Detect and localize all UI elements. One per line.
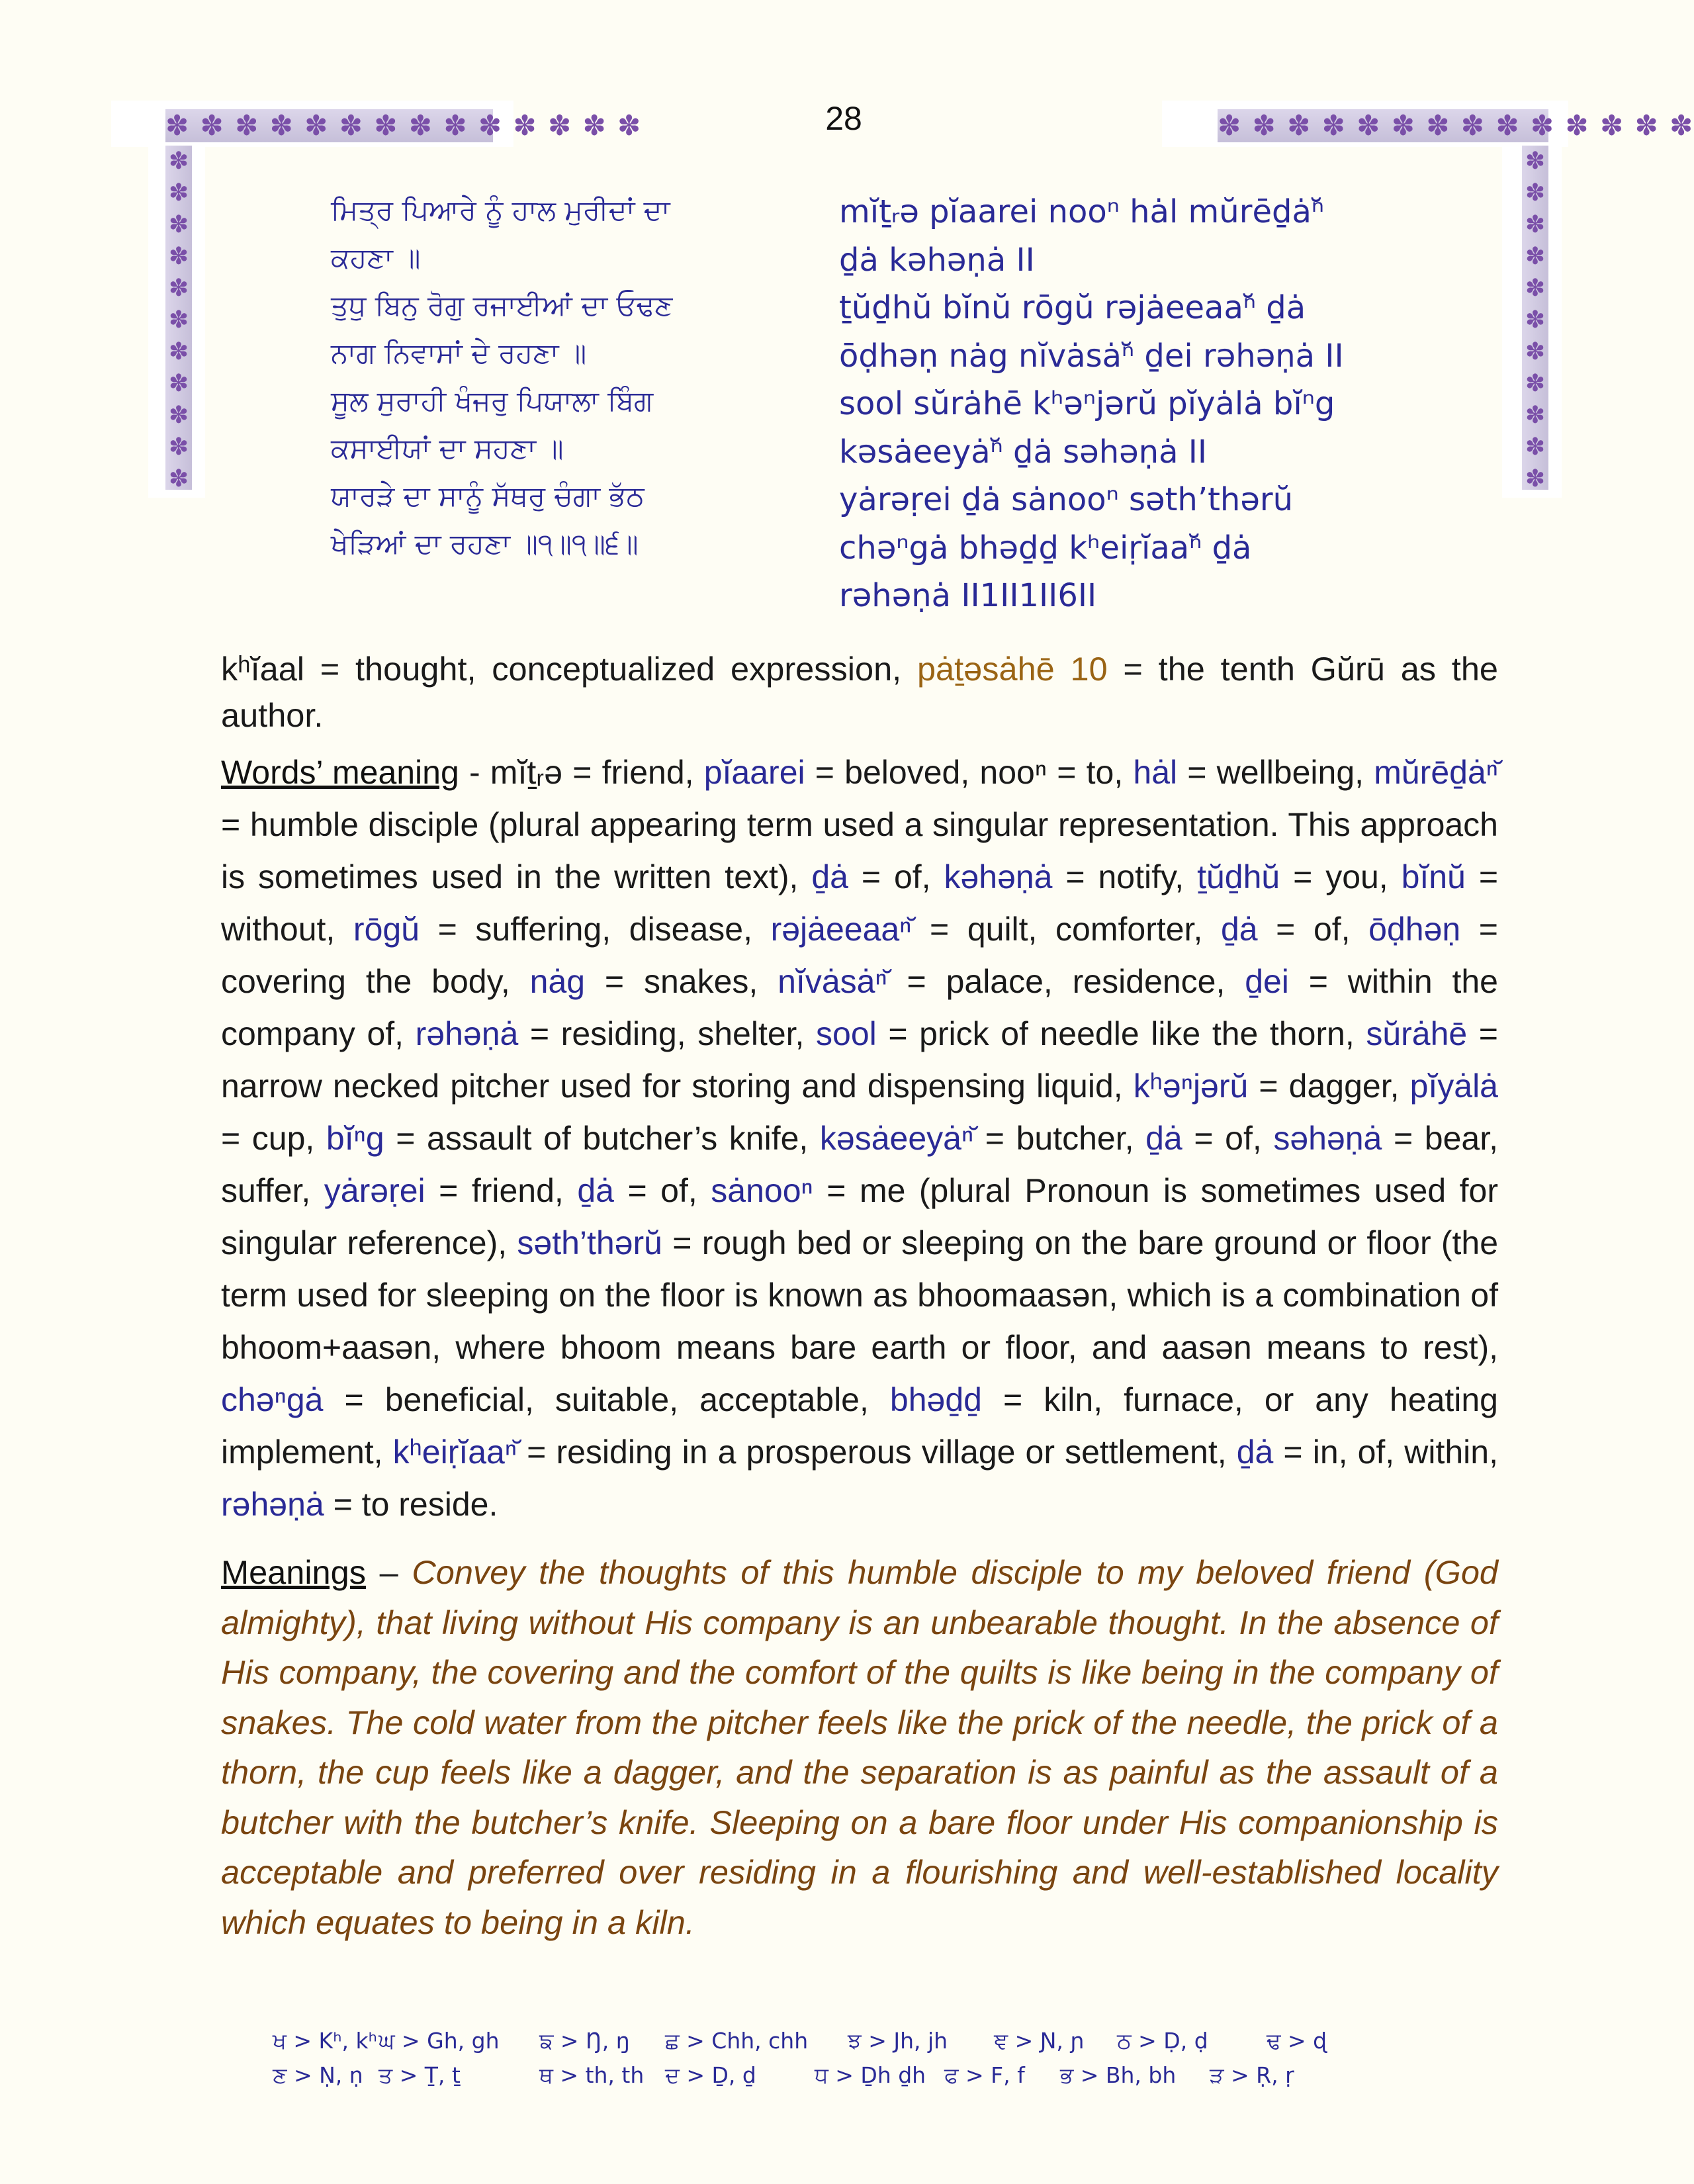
word-definition: = assault of butcher’s knife, [384,1120,820,1157]
word-term: chəⁿgȧ [221,1381,324,1418]
legend-item: ਥ > th, th [539,2062,645,2088]
word-definition: = beneficial, suitable, acceptable, [323,1381,890,1418]
verse-translit-line: ḏȧ kəhəṇȧ II [839,241,1035,279]
word-term: ḏȧ [1145,1120,1182,1157]
word-term: mŭrēḏȧⁿ̆ [1374,754,1498,791]
word-term: rəjȧeeaaⁿ̆ [770,911,912,948]
word-term: bĭnŭ [1401,858,1466,895]
word-term: ḏȧ [1236,1433,1274,1471]
word-term: səhəṇȧ [1273,1120,1382,1157]
verse-gurmukhi-line: ਸੂਲ ਸੁਰਾਹੀ ਖੰਜਰੁ ਪਿਯਾਲਾ ਬਿੰਗ [331,385,654,417]
word-term: kəhəṇȧ [944,858,1053,895]
word-definition: = me (plural Pronoun is sometimes used for singular reference), [221,1172,1499,1261]
word-definition: = snakes, [585,963,778,1000]
word-term: ḏei [1245,963,1289,1000]
word-term: ḏȧ [811,858,848,895]
note-definition: = thought, conceptualized expression, [304,650,917,688]
legend-item: ਣ > Ṇ, ṇ [273,2062,363,2088]
word-definition: = of, [1257,911,1369,948]
verse-gurmukhi-line: ਕਸਾਈਯਾਂ ਦਾ ਸਹਣਾ ॥ [331,432,564,465]
meanings-paragraph [221,1547,1498,1947]
word-term: nȧg [529,963,586,1000]
word-term: ḏȧ [577,1172,614,1209]
verse-gurmukhi-line: ਨਾਗ ਨਿਵਾਸਾਂ ਦੇ ਰਹਣਾ ॥ [331,337,587,369]
word-definition: = in, of, within, [1273,1433,1498,1471]
word-term: bhəḏḏ [889,1381,982,1418]
legend-item: ਞ > Ɲ, ɲ [994,2028,1085,2054]
legend-item: ਢ > ɖ [1267,2028,1327,2054]
word-definition: = of, [848,858,944,895]
legend-item: ਦ > Ḏ, ḏ [665,2062,756,2088]
word-definition: - [459,754,490,791]
word-term: hȧl [1133,754,1178,791]
word-definition: = to reside. [324,1486,498,1523]
legend-item: ਛ > Chh, chh [665,2028,809,2054]
verse-gurmukhi-line: ਕਹਣਾ ॥ [331,242,421,274]
legend-row-1 [273,2028,1327,2054]
flower-border-top-right: ✽ ✽ ✽ ✽ ✽ ✽ ✽ ✽ ✽ ✽ ✽ ✽ ✽ ✽ [1218,109,1694,142]
word-term: ḏȧ [1220,911,1258,948]
word-definition: = cup, [221,1120,326,1157]
words-meaning-heading: Words’ meaning [221,754,459,791]
word-definition: = covering the body, [221,911,1499,1000]
word-definition: = palace, residence, [887,963,1245,1000]
word-definition: = of, [1182,1120,1274,1157]
word-term: rəhəṇȧ [221,1486,324,1523]
note-term-author: pȧṯəsȧhē 10 [916,650,1108,688]
verse-translit-line: ṯŭḏhŭ bĭnŭ rōgŭ rəjȧeeaaⁿ̆ ḏȧ [839,289,1306,326]
word-definition: = without, [221,858,1499,948]
word-term: nĭvȧsȧⁿ̆ [778,963,887,1000]
flower-border-top-left: ✽ ✽ ✽ ✽ ✽ ✽ ✽ ✽ ✽ ✽ ✽ ✽ ✽ ✽ [165,109,643,142]
word-definition: = humble disciple (plural appearing term used a singular representation. This approach is sometimes used in the written text), [221,806,1498,895]
words-meaning-body [221,754,1498,1523]
verse-translit-line: chəⁿgȧ bhəḏḏ kʰeiṛĭaaⁿ̆ ḏȧ [839,529,1252,567]
verse-translit-line: rəhəṇȧ II1II1II6II [839,577,1097,614]
flower-border-left: ✽ ✽ ✽ ✽ ✽ ✽ ✽ ✽ ✽ ✽ ✽ [165,146,192,490]
legend-item: ਫ > F, f [944,2062,1025,2088]
word-term: ōḍhəṇ [1368,911,1461,948]
word-term: yȧrəṛei [324,1172,425,1209]
word-term: sool [816,1015,877,1052]
legend-item: ਖ > Kʰ, kʰ [273,2028,377,2054]
verse-gurmukhi-line: ਖੇੜਿਆਂ ਦਾ ਰਹਣਾ ॥੧॥੧॥੬॥ [331,527,639,560]
legend-row-2 [273,2062,1294,2089]
legend-item: ਘ > Gh, gh [379,2028,500,2054]
meanings-text: Convey the thoughts of this humble disciple to my beloved friend (God almighty), that living without His company is an unbearable thought. In the absence of His company, the covering and the comfort of the quilts is like being in the company of snakes. The cold water from the pitcher feels like the prick of the needle, the prick of a thorn, the cup feels like a dagger, and the separation is as painful as the assault of a butcher with the butcher’s knife. Sleeping on a bare floor under His companionship is acceptable and preferred over residing in a flourishing and well-established locality which equates to being in a kiln. [221,1553,1498,1941]
verse-translit-line: sool sŭrȧhē kʰəⁿjərŭ pĭyȧlȧ bĭⁿg [839,385,1335,422]
word-term: sŭrȧhē [1366,1015,1468,1052]
word-definition: = narrow necked pitcher used for storing and dispensing liquid, [221,1015,1498,1105]
word-definition: = bear, suffer, [221,1120,1498,1209]
word-definition: nooⁿ [979,754,1048,791]
word-term: pĭyȧlȧ [1409,1068,1498,1105]
verse-translit-line: yȧrəṛei ḏȧ sȧnooⁿ səth’thərŭ [839,481,1294,518]
word-definition: = notify, [1052,858,1198,895]
word-definition: = butcher, [973,1120,1146,1157]
legend-item: ਤ > Ṯ, ṯ [379,2062,461,2088]
word-term: ṯŭḏhŭ [1197,858,1280,895]
word-definition: = suffering, disease, [420,911,771,948]
word-definition: = residing, shelter, [518,1015,817,1052]
word-definition: = wellbeing, [1177,754,1374,791]
verse-gurmukhi [331,187,721,568]
legend-item: ਠ > Ḍ, ḍ [1117,2028,1208,2054]
legend-item: ਝ > Jh, jh [848,2028,948,2054]
word-definition: = kiln, furnace, or any heating implement, [221,1381,1498,1471]
meanings-dash: – [365,1553,412,1591]
word-term: kʰəⁿjərŭ [1133,1068,1249,1105]
legend-item: ਧ > Ḏh ḏh [815,2062,926,2088]
word-definition: = beloved, [805,754,980,791]
word-definition: = rough bed or sleeping on the bare ground or floor (the term used for sleeping on the floor is known as bhoomaasən, which is a combination of bhoom+aasən, where bhoom means bare earth or floor, and aasən means to rest), [221,1224,1499,1366]
notes-paragraph [221,646,1498,739]
verse-gurmukhi-line: ਯਾਰੜੇ ਦਾ ਸਾਨੂੰ ਸੱਥਰੁ ਚੰਗਾ ਭੱਠ [331,480,645,512]
note-definition: = the tenth Gŭrū as the author. [221,650,1498,734]
word-definition: = dagger, [1248,1068,1410,1105]
word-definition: mĭṯᵣə [490,754,563,791]
word-term: kəsȧeeyȧⁿ̆ [819,1120,974,1157]
word-term: səth’thərŭ [517,1224,662,1261]
word-definition: = of, [613,1172,711,1209]
verse-gurmukhi-line: ਮਿਤ੍ਰ ਪਿਆਰੇ ਨੂੰ ਹਾਲ ਮੁਰੀਦਾਂ ਦਾ [331,194,670,226]
word-definition: = friend, [425,1172,578,1209]
legend-item: ਭ > Bh, bh [1060,2062,1177,2088]
word-definition: = prick of needle like the thorn, [876,1015,1366,1052]
word-term: bĭⁿg [326,1120,384,1157]
verse-translit-line: kəsȧeeyȧⁿ̆ ḏȧ səhəṇȧ II [839,433,1208,471]
word-term: rōgŭ [353,911,420,948]
legend-item: ੜ > Ṛ, ṛ [1210,2062,1294,2088]
legend-item: ਙ > Ŋ, ŋ [539,2028,630,2054]
words-meaning-paragraph [221,747,1498,1531]
page-number: 28 [825,100,862,137]
note-term: kʰĭaal [221,650,305,688]
verse-translit-line: mĭṯᵣə pĭaarei nooⁿ hȧl mŭrēḏȧⁿ̆ [839,193,1324,230]
flower-border-right: ✽ ✽ ✽ ✽ ✽ ✽ ✽ ✽ ✽ ✽ ✽ [1522,146,1548,490]
word-definition: = you, [1280,858,1402,895]
word-term: rəhəṇȧ [415,1015,519,1052]
verse-transliteration [839,188,1355,620]
word-term: kʰeiṛĭaaⁿ̆ [392,1433,517,1471]
word-term: sȧnooⁿ [711,1172,813,1209]
meanings-heading: Meanings [221,1553,366,1591]
word-definition: = within the company of, [221,963,1498,1052]
word-definition: = friend, [562,754,704,791]
verse-translit-line: ōḍhəṇ nȧg nĭvȧsȧⁿ̆ ḏei rəhəṇȧ II [839,337,1344,375]
word-definition: = residing in a prosperous village or settlement, [517,1433,1237,1471]
word-definition: = to, [1047,754,1134,791]
verse-gurmukhi-line: ਤੁਧੁ ਬਿਨੁ ਰੋਗੁ ਰਜਾਈਆਂ ਦਾ ਓਢਣ [331,289,673,322]
word-definition: = quilt, comforter, [911,911,1221,948]
word-term: pĭaarei [703,754,805,791]
